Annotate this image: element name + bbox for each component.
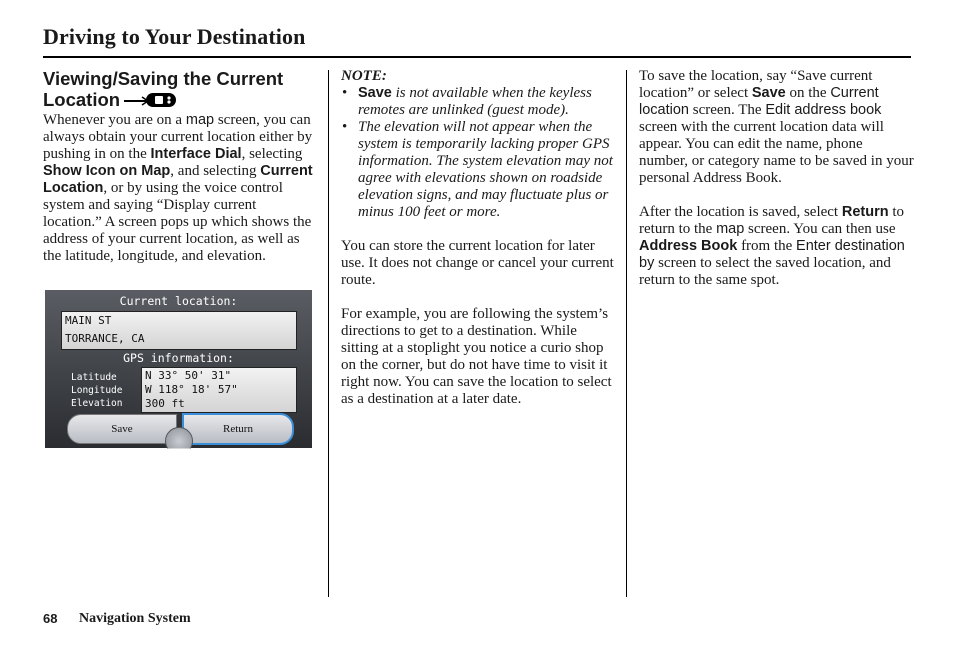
note-label: NOTE: <box>341 68 387 84</box>
note-bullet-1-text: is not available when the keyless remotes are unlinked (guest mode). <box>358 85 592 118</box>
title-rule <box>43 56 911 58</box>
text-run: from the <box>737 238 797 254</box>
text-run: screen with the current location data will appear. You can edit the name, phone number, or category name to be saved in your personal Address Book. <box>639 119 914 186</box>
column-divider-2 <box>626 70 627 597</box>
text-run: Enter destination by <box>639 238 905 271</box>
save-instructions-paragraph <box>639 68 914 187</box>
footer-section: Navigation System <box>79 611 191 626</box>
interface-dial-icon <box>165 427 193 455</box>
text-run: to return to the <box>639 204 905 237</box>
text-run: Address Book <box>639 238 738 254</box>
text-run: map <box>185 111 215 128</box>
text-run: screen to select the saved location, and return to the same spot. <box>639 255 891 288</box>
text-run: screen. You can then use <box>744 221 896 237</box>
text-run: map <box>716 221 745 237</box>
return-button[interactable]: Return <box>182 413 294 445</box>
text-run: Current location <box>639 85 879 118</box>
text-run: screen. The <box>688 102 766 118</box>
text-run: Whenever you are on a <box>43 111 186 128</box>
column-3 <box>639 68 914 289</box>
text-run: After the location is saved, select <box>639 204 842 220</box>
elevation-label: Elevation <box>71 398 123 409</box>
text-run: Interface Dial <box>150 145 242 162</box>
voice-command-icon <box>124 91 178 112</box>
intro-paragraph <box>43 112 318 265</box>
longitude-label: Longitude <box>71 385 123 396</box>
address-line-1: MAIN ST <box>65 314 112 327</box>
text-run: , or by using the voice control system and saying “Display current location.” A screen pops up which shows the address of your current location, as well as the latitude, longitude, and elevation. <box>43 179 312 264</box>
text-run: Return <box>841 204 889 220</box>
note-bullet-2 <box>341 119 616 221</box>
chapter-title: Driving to Your Destination <box>43 24 306 49</box>
text-run: To save the location, say “Save current location” or select <box>639 68 873 101</box>
bullet-mark: • <box>342 85 348 101</box>
text-run: , and selecting <box>170 162 261 179</box>
section-heading-text: Viewing/Saving the Current Location <box>43 68 284 110</box>
text-run: screen, you can always obtain your current location either by pushing in on the <box>43 111 313 162</box>
return-instructions-paragraph <box>639 204 914 289</box>
latitude-value: N 33° 50' 31" <box>145 369 232 382</box>
text-run: Show Icon on Map <box>43 162 171 179</box>
latitude-label: Latitude <box>71 372 117 383</box>
column-divider-1 <box>328 70 329 597</box>
elevation-value: 300 ft <box>145 397 185 410</box>
column-1 <box>43 68 318 265</box>
save-keyword: Save <box>358 85 392 101</box>
current-location-header: Current location: <box>119 294 238 308</box>
text-run: on the <box>785 85 831 101</box>
note-bullet-2-text: The elevation will not appear when the system is temporarily lacking proper GPS information. The system elevation may not agree with elevations shown on roadside elevation signs, and may fluctuate plus or minus 100 feet or more. <box>358 119 613 220</box>
save-button[interactable]: Save <box>67 414 177 444</box>
gps-information-header: GPS information: <box>123 351 234 365</box>
text-run: , selecting <box>241 145 303 162</box>
text-run: Save <box>751 85 786 101</box>
address-line-2: TORRANCE, CA <box>65 332 145 345</box>
store-paragraph: You can store the current location for later use. It does not change or cancel your current route. <box>341 238 614 288</box>
example-paragraph: For example, you are following the system’s directions to get to a destination. While sitting at a stoplight you notice a curio shop on the corner, but do not have time to visit it right now. You can save the location to select as a destination at a later date. <box>341 306 612 407</box>
bullet-mark: • <box>342 119 348 135</box>
column-2 <box>341 68 616 408</box>
text-run: Edit address book <box>765 102 882 118</box>
text-run: Current Location <box>43 162 313 196</box>
note-bullet-1 <box>341 85 616 119</box>
page-number: 68 <box>43 611 58 626</box>
section-heading <box>43 68 318 112</box>
longitude-value: W 118° 18' 57" <box>145 383 238 396</box>
